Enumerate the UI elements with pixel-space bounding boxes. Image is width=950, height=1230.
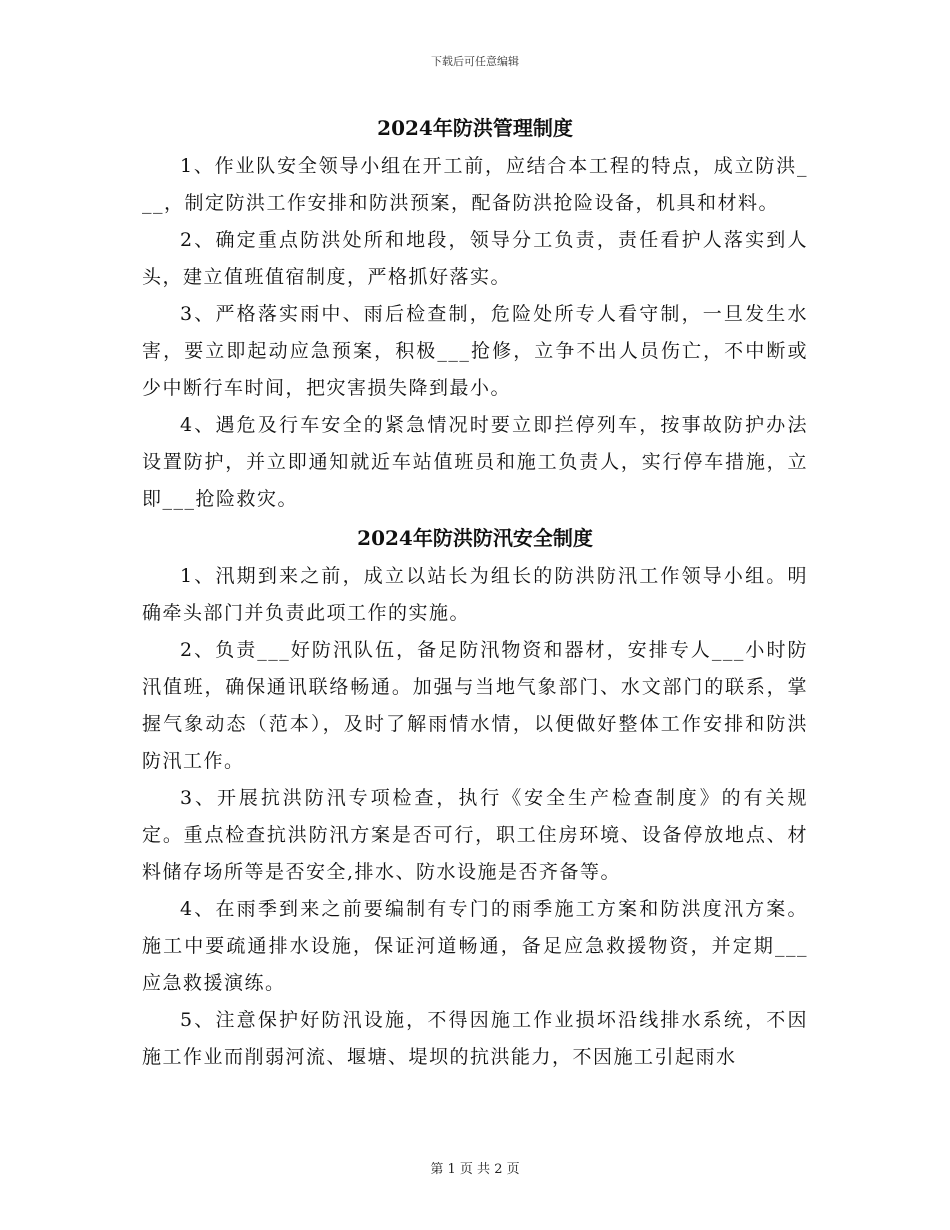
section-1-paragraph-2: 2、确定重点防洪处所和地段，领导分工负责，责任看护人落实到人头，建立值班值宿制度，严格抓好落实。 [142,229,808,288]
section-1-title: 2024年防洪管理制度 [377,116,573,140]
section-2-paragraph-1: 1、汛期到来之前，成立以站长为组长的防洪防汛工作领导小组。明确牵头部门并负责此项工作的实施。 [142,565,808,624]
section-2-paragraph-5: 5、注意保护好防汛设施，不得因施工作业损坏沿线排水系统，不因施工作业而削弱河流、堰塘、堤坝的抗洪能力，不因施工引起雨水 [142,1009,808,1068]
page-number-footer: 第 1 页 共 2 页 [430,1162,520,1177]
section-2-paragraph-3: 3、开展抗洪防汛专项检查，执行《安全生产检查制度》的有关规定。重点检查抗洪防汛方案是否可行，职工住房环境、设备停放地点、材料储存场所等是否安全,排水、防水设施是否齐备等。 [142,787,808,883]
section-1-paragraph-4: 4、遇危及行车安全的紧急情况时要立即拦停列车，按事故防护办法设置防护，并立即通知就近车站值班员和施工负责人，实行停车措施，立即___抢险救灾。 [142,414,808,510]
section-2-paragraph-4: 4、在雨季到来之前要编制有专门的雨季施工方案和防洪度汛方案。施工中要疏通排水设施，保证河道畅通，备足应急救援物资，并定期___应急救援演练。 [142,898,808,994]
section-2-title: 2024年防洪防汛安全制度 [357,526,593,550]
document-body [142,108,808,1076]
section-1-paragraph-3: 3、严格落实雨中、雨后检查制，危险处所专人看守制，一旦发生水害，要立即起动应急预案，积极___抢修，立争不出人员伤亡，不中断或少中断行车时间，把灾害损失降到最小。 [142,303,808,399]
section-1-paragraph-1: 1、作业队安全领导小组在开工前，应结合本工程的特点，成立防洪___，制定防洪工作安排和防洪预案，配备防洪抢险设备，机具和材料。 [142,155,808,214]
section-2-paragraph-2: 2、负责___好防汛队伍，备足防汛物资和器材，安排专人___小时防汛值班，确保通讯联络畅通。加强与当地气象部门、水文部门的联系，掌握气象动态（范本），及时了解雨情水情，以便做好整体工作安排和防洪防汛工作。 [142,639,808,772]
page-header-note: 下载后可任意编辑 [431,55,519,68]
